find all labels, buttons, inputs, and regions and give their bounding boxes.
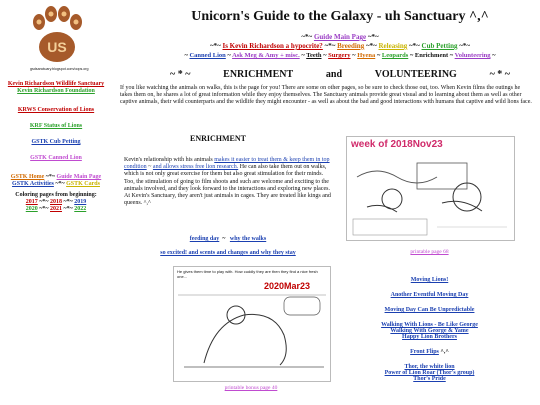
page-title: Unicorn's Guide to the Galaxy - uh Sanctuary ^,^: [191, 9, 489, 24]
gstk-home-link[interactable]: GSTK Home: [10, 174, 45, 180]
nav-line-3: [150, 51, 530, 60]
another-eventful-moving-day-link[interactable]: Another Eventful Moving Day: [390, 292, 469, 298]
nav3-link-5[interactable]: Teeth: [306, 52, 322, 59]
sidebar: [2, 81, 110, 213]
comic2-date: 2020Mar23: [264, 281, 311, 291]
nav3-sep: ~: [225, 52, 233, 59]
year-2018-link[interactable]: 2018: [50, 199, 62, 205]
year-2017-link[interactable]: 2017: [25, 199, 38, 205]
sidebar-sep: ~*~: [62, 199, 75, 205]
enrichment-title: ENRICHMENT: [190, 134, 247, 143]
nav3-link-9[interactable]: Hyena: [357, 52, 376, 59]
nav3-sep: ~: [350, 52, 358, 59]
why-the-walks-link[interactable]: why the walks: [229, 236, 267, 242]
walk-sep: ~: [220, 236, 229, 242]
nav2-link-5[interactable]: Releasing: [378, 42, 408, 50]
comic-week-2018nov23[interactable]: [346, 136, 515, 241]
nav3-sep: ~: [321, 52, 329, 59]
logo-caption: gsdsanctuary.blogspot.com/oops.org: [30, 67, 89, 71]
enrichment-paragraph: [124, 157, 332, 207]
heading-deco-right: ~ * ~: [489, 69, 510, 80]
nav3-sep: ~: [490, 52, 496, 59]
site-logo[interactable]: [30, 5, 89, 74]
sidebar-sep: ~*~: [37, 206, 50, 212]
front-flips-row: [346, 349, 513, 355]
nav3-sep: ~: [184, 52, 190, 59]
gstk-canned-lion-link[interactable]: GSTK Canned Lion: [30, 155, 82, 161]
moving-day-unpredictable-link[interactable]: Moving Day Can Be Unpredictable: [384, 307, 475, 313]
nav2-link-7[interactable]: Cub Petting: [421, 42, 458, 50]
nav3-sep: ~ Enrichment ~: [408, 52, 455, 59]
nav2-sep: ~*~: [457, 42, 471, 50]
sidebar-gstk-row2: [2, 181, 110, 188]
walking-with-george-yame-link[interactable]: Walking With George & Yame: [390, 328, 469, 334]
kevin-richardson-foundation-link[interactable]: Kevin Richardson Foundation: [17, 88, 95, 94]
para-text-post: He can also take them out on walks, which is not only great exercise for them but also great stimulation for their minds. Too, the stimulation of going to film shoots and such are welcome and exciting to the animals involved, and they look forward to the interactions and exploring new places. At Kevin's Sanctuary, they aren't just animals in cages. They are treated like kings and queens. ^,^: [124, 164, 331, 207]
heading-enrichment: ENRICHMENT: [223, 69, 294, 80]
sidebar-sep: ~*~: [44, 174, 57, 180]
year-2019-link[interactable]: 2019: [74, 199, 87, 205]
nav3-link-13[interactable]: Volunteering: [454, 52, 491, 59]
front-flips-link[interactable]: Front Flips: [410, 349, 439, 355]
sidebar-gstk-row1: [2, 174, 110, 181]
right-links: [346, 277, 513, 382]
nav2-sep: ~*~: [322, 42, 338, 50]
heading-volunteering: VOLUNTEERING: [374, 69, 457, 80]
so-excited-link[interactable]: so excited! and scents and changes and why they stay: [160, 250, 296, 256]
comic2-top-text: He gives them time to play with. How cuddly they are then they find a nice fresh one...: [177, 269, 318, 279]
nav3-link-7[interactable]: Surgery: [328, 52, 351, 59]
para-text-pre: Kevin's relationship with his animals: [124, 157, 215, 163]
comic-2020mar23[interactable]: [173, 266, 331, 382]
comic2-caption-link[interactable]: printable bonus page 40: [224, 385, 278, 391]
nav3-link-1[interactable]: Canned Lion: [189, 52, 226, 59]
years-row-2: [2, 206, 110, 213]
coloring-title: Coloring pages from beginning:: [15, 192, 97, 198]
krws-conservation-link[interactable]: KRWS Conservation of Lions: [17, 107, 95, 113]
years-row-1: [2, 199, 110, 206]
nav2-link-3[interactable]: Breeding: [337, 42, 365, 50]
nav2-sep: ~*~: [407, 42, 422, 50]
feeding-day-link[interactable]: feeding day: [189, 236, 220, 242]
para-text-mid: ~: [146, 164, 153, 171]
kevin-richardson-sanctuary-link[interactable]: Kevin Richardson Wildlife Sanctuary: [7, 81, 105, 87]
sidebar-sep: ~*~: [53, 181, 67, 187]
comic1-caption-link[interactable]: printable page 68: [410, 249, 449, 255]
svg-text:US: US: [47, 39, 67, 55]
krf-status-link[interactable]: KRF Status of Lions: [29, 123, 83, 129]
heading-and: and: [325, 69, 343, 80]
nav-line-2: [170, 42, 510, 51]
treat-them-link[interactable]: makes it easier to treat them & keep them in top condition: [124, 157, 330, 171]
thor-white-lion-link[interactable]: Thor, the white lion: [404, 364, 455, 370]
sidebar-guide-main-link[interactable]: Guide Main Page: [56, 174, 102, 180]
year-2020-link[interactable]: 2020: [25, 206, 38, 212]
gstk-cub-petting-link[interactable]: GSTK Cub Petting: [31, 139, 81, 145]
comic1-title: week of 2018Nov23: [351, 139, 443, 150]
thors-pride-link[interactable]: Thor's Pride: [413, 376, 446, 382]
sidebar-sep: ~*~: [62, 206, 75, 212]
comic2-drawing: [174, 267, 330, 381]
nav3-sep: ~: [375, 52, 382, 59]
comic1-drawing: [347, 137, 514, 240]
power-of-lion-roar-link[interactable]: Power of Lion Roar (Thor's group): [384, 370, 475, 376]
nav2-link-1[interactable]: Is Kevin Richardson a hypocrite?: [222, 42, 323, 50]
nav2-sep: ~*~: [209, 42, 223, 50]
nav3-link-11[interactable]: Leopards: [381, 52, 409, 59]
year-2022-link[interactable]: 2022: [74, 206, 87, 212]
sidebar-sep: ~*~: [37, 199, 50, 205]
heading-deco-left: ~ * ~: [170, 69, 191, 80]
walking-with-lions-link[interactable]: Walking With Lions - Be Like George: [381, 322, 478, 328]
year-2021-link[interactable]: 2021: [50, 206, 62, 212]
nav2-sep: ~*~: [364, 42, 379, 50]
gstk-cards-link[interactable]: GSTK Cards: [66, 181, 100, 187]
nav-deco: ~*~: [366, 33, 379, 41]
moving-lions-link[interactable]: Moving Lions!: [410, 277, 449, 283]
intro-paragraph: If you like watching the animals on walks, this is the page for you! There are some on other pages, so be sure to check those out, too. When Kevin films the outings he takes them on, he shares a lot of great information while they enjoy themselves. The Sanctuary animals provide great visual and to learning about them as well as other captive animals, their wild counterparts and the wildlife they might encounter - as well as about the bad and good interactions with humans that captive and wild lions face.: [120, 85, 532, 106]
nav-line-1: [170, 33, 510, 42]
nav3-sep: ~: [299, 52, 307, 59]
happy-lion-brothers-link[interactable]: Happy Lion Brothers: [402, 334, 457, 340]
gstk-activities-link[interactable]: GSTK Activities: [12, 181, 54, 187]
nav3-link-3[interactable]: Ask Meg & Amy + misc.: [232, 52, 300, 59]
guide-main-page-link[interactable]: Guide Main Page: [313, 33, 367, 41]
so-excited-row: [124, 250, 332, 257]
lion-research-link[interactable]: and allows stress free lion research.: [152, 164, 239, 171]
nav-deco: ~*~: [301, 33, 314, 41]
walk-links: [124, 236, 332, 243]
section-heading: [170, 69, 510, 80]
front-flips-suffix: ^,^: [438, 349, 449, 355]
